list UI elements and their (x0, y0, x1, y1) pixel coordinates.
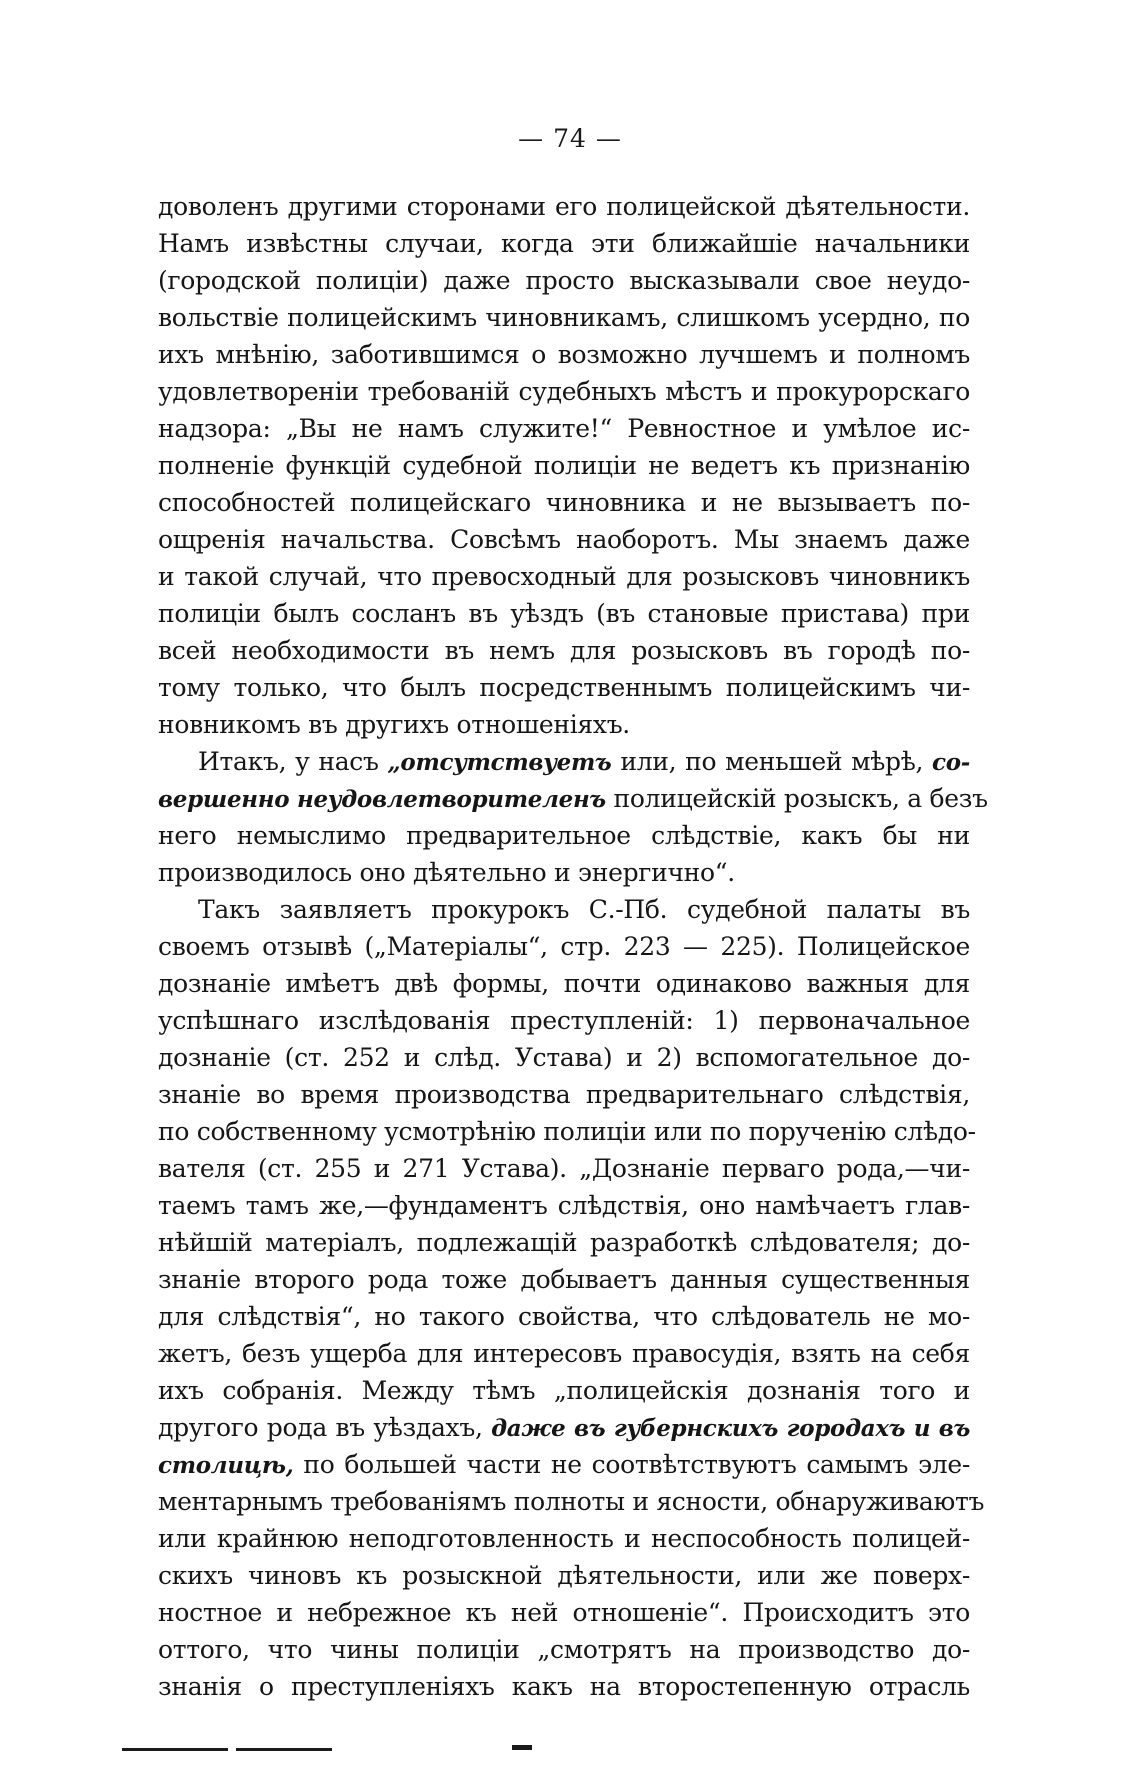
bottom-rule-right (236, 1748, 332, 1751)
text-line: для слѣдствія“, но такого свойства, что слѣдователь не мо- (158, 1302, 970, 1331)
text-line: дознаніе (ст. 252 и слѣд. Устава) и 2) вспомогательное до- (158, 1043, 970, 1072)
text-line (158, 780, 988, 817)
text-line: полиціи былъ сосланъ въ уѣздъ (въ становые пристава) при (158, 599, 970, 628)
text-line (158, 1446, 970, 1483)
text-line: жетъ, безъ ущерба для интересовъ правосудія, взять на себя (158, 1339, 970, 1368)
text-line: ощренія начальства. Совсѣмъ наоборотъ. Мы знаемъ даже (158, 525, 970, 554)
text-line: оттого, что чины полиціи „смотрятъ на производство до- (158, 1635, 970, 1664)
text-line: него немыслимо предварительное слѣдствіе, какъ бы ни (158, 821, 970, 850)
text-line: полненіе функцій судебной полиціи не ведетъ къ признанію (158, 451, 970, 480)
paragraph (158, 188, 970, 743)
text-line: вателя (ст. 255 и 271 Устава). „Дознаніе перваго рода,—чи- (158, 1154, 970, 1183)
text-line: (городской полиціи) даже просто высказывали свое неудо- (158, 266, 970, 295)
text-line: успѣшнаго изслѣдованія преступленій: 1) первоначальное (158, 1006, 970, 1035)
emphasis-run: даже въ губернскихъ городахъ и въ (491, 1415, 970, 1442)
text-line: своемъ отзывѣ („Матеріалы“, стр. 223 — 225). Полицейское (158, 932, 970, 961)
text-line: новникомъ въ другихъ отношеніяхъ. (158, 710, 630, 739)
text-line: и такой случай, что превосходный для розысковъ чиновникъ (158, 562, 970, 591)
emphasis-run: столицѣ, (158, 1452, 294, 1479)
text-line: ихъ собранія. Между тѣмъ „полицейскія дознанія того и (158, 1376, 970, 1405)
text-line: знаніе второго рода тоже добываетъ данныя существенныя (158, 1265, 970, 1294)
text-run: Итакъ, у насъ (198, 747, 388, 776)
text-line: знаніе во время производства предварительнаго слѣдствія, (158, 1080, 970, 1109)
paragraph (158, 891, 985, 1705)
text-line: ихъ мнѣнію, заботившимся о возможно лучшемъ и полномъ (158, 340, 970, 369)
text-line: производилось оно дѣятельно и энергично“. (158, 858, 735, 887)
text-line: дознаніе имѣетъ двѣ формы, почти одинаково важныя для (158, 969, 970, 998)
emphasis-run: со- (932, 749, 970, 776)
text-line: по собственному усмотрѣнію полиціи или по порученію слѣдо- (158, 1117, 976, 1146)
text-line: ностное и небрежное къ ней отношеніе“. Происходитъ это (158, 1598, 970, 1627)
text-line: тому только, что былъ посредственнымъ полицейскимъ чи- (158, 673, 970, 702)
text-body (158, 188, 988, 1705)
text-line: Такъ заявляетъ прокурокъ С.-Пб. судебной палаты въ (198, 895, 970, 924)
text-line: всей необходимости въ немъ для розысковъ въ городѣ по- (158, 636, 970, 665)
text-line: скихъ чиновъ къ розыскной дѣятельности, или же поверх- (158, 1561, 970, 1590)
bottom-rule-left (122, 1748, 228, 1751)
emphasis-run: „отсутствуетъ (387, 749, 612, 776)
text-line: знанія о преступленіяхъ какъ на второстепенную отрасль (158, 1672, 970, 1701)
text-line: удовлетвореніи требованій судебныхъ мѣстъ и прокурорскаго (158, 377, 970, 406)
text-line: надзора: „Вы не намъ служите!“ Ревностное и умѣлое ис- (158, 414, 970, 443)
emphasis-run: вершенно неудовлетворителенъ (158, 786, 606, 813)
text-line: вольствіе полицейскимъ чиновникамъ, слишкомъ усердно, по (158, 303, 970, 332)
text-line: ментарнымъ требованіямъ полноты и ясности, обнаруживаютъ (158, 1487, 985, 1516)
text-run: по большей части не соотвѣтствуютъ самымъ эле- (293, 1450, 970, 1479)
text-line: способностей полицейскаго чиновника и не вызываетъ по- (158, 488, 970, 517)
text-line: Намъ извѣстны случаи, когда эти ближайшіе начальники (158, 229, 970, 258)
text-run: или, по меньшей мѣрѣ, (611, 747, 932, 776)
text-line: таемъ тамъ же,—фундаментъ слѣдствія, оно намѣчаетъ глав- (158, 1191, 970, 1220)
text-line (158, 743, 970, 780)
text-run: полицейскій розыскъ, а безъ (605, 784, 988, 813)
text-line: нѣйшій матеріалъ, подлежащій разработкѣ слѣдователя; до- (158, 1228, 970, 1257)
bottom-mark (512, 1745, 532, 1750)
text-line (158, 1409, 970, 1446)
text-run: другого рода въ уѣздахъ, (158, 1413, 492, 1442)
paragraph (158, 743, 988, 891)
text-line: или крайнюю неподготовленность и неспособность полицей- (158, 1524, 970, 1553)
page-number: — 74 — (518, 124, 622, 153)
text-line: доволенъ другими сторонами его полицейской дѣятельности. (158, 192, 970, 221)
